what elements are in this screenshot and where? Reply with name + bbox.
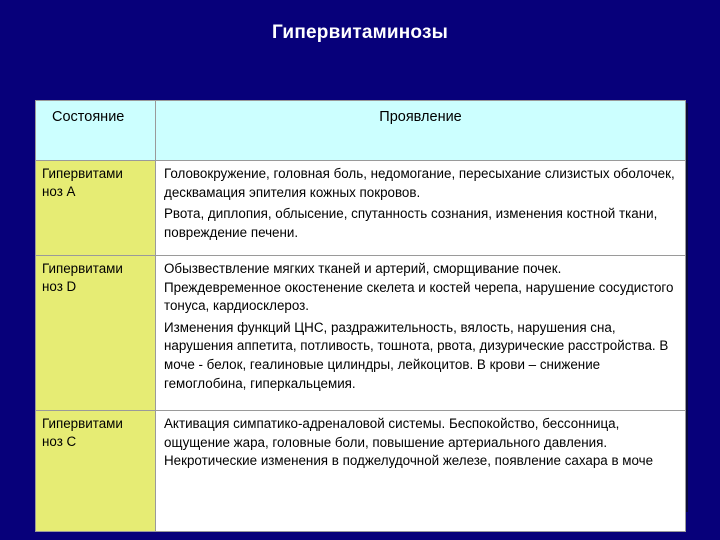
table-row (36, 256, 686, 411)
state-line: ноз А (42, 184, 76, 199)
page-title: Гипервитаминозы (271, 22, 449, 43)
manifestation-paragraph: Изменения функций ЦНС, раздражительность, вялость, нарушения сна, нарушения аппетита, потливость, тошнота, рвота, дизурические расстройства. В моче - белок, геалиновые цилиндры, лейкоцитов. В крови – снижение гемоглобина, гиперкальцемия. (164, 319, 669, 391)
state-line: ноз С (42, 434, 77, 449)
manifestation-cell (156, 256, 686, 411)
manifestation-paragraph: Головокружение, головная боль, недомогание, пересыхание слизистых оболочек, десквамация эпителия кожных покровов. (164, 166, 675, 200)
state-cell (36, 161, 156, 256)
table (35, 100, 686, 532)
table-row (36, 411, 686, 532)
state-line: Гипервитами (42, 166, 123, 181)
state-cell (36, 411, 156, 532)
manifestation-paragraph: Рвота, диплопия, облысение, спутанность сознания, изменения костной ткани, повреждение печени. (164, 206, 658, 240)
manifestation-cell (156, 161, 686, 256)
state-line: ноз D (42, 279, 77, 294)
table-header-row (36, 101, 686, 161)
table-row (36, 161, 686, 256)
state-line: Гипервитами (42, 416, 123, 431)
manifestation-paragraph: Обызвествление мягких тканей и артерий, сморщивание почек. Преждевременное окостенение скелета и костей черепа, нарушение сосудистого тонуса, кардиосклероз. (164, 261, 674, 314)
state-cell (36, 256, 156, 411)
header-manifestation: Проявление (156, 101, 686, 161)
header-state: Состояние (36, 101, 156, 161)
manifestation-paragraph: Активация симпатико-адреналовой системы. Беспокойство, бессонница, ощущение жара, головные боли, повышение артериального давления. Некротические изменения в поджелудочной железе, появление сахара в моче (164, 416, 654, 469)
state-line: Гипервитами (42, 261, 123, 276)
hypervitaminosis-table (35, 100, 685, 509)
manifestation-cell (156, 411, 686, 532)
